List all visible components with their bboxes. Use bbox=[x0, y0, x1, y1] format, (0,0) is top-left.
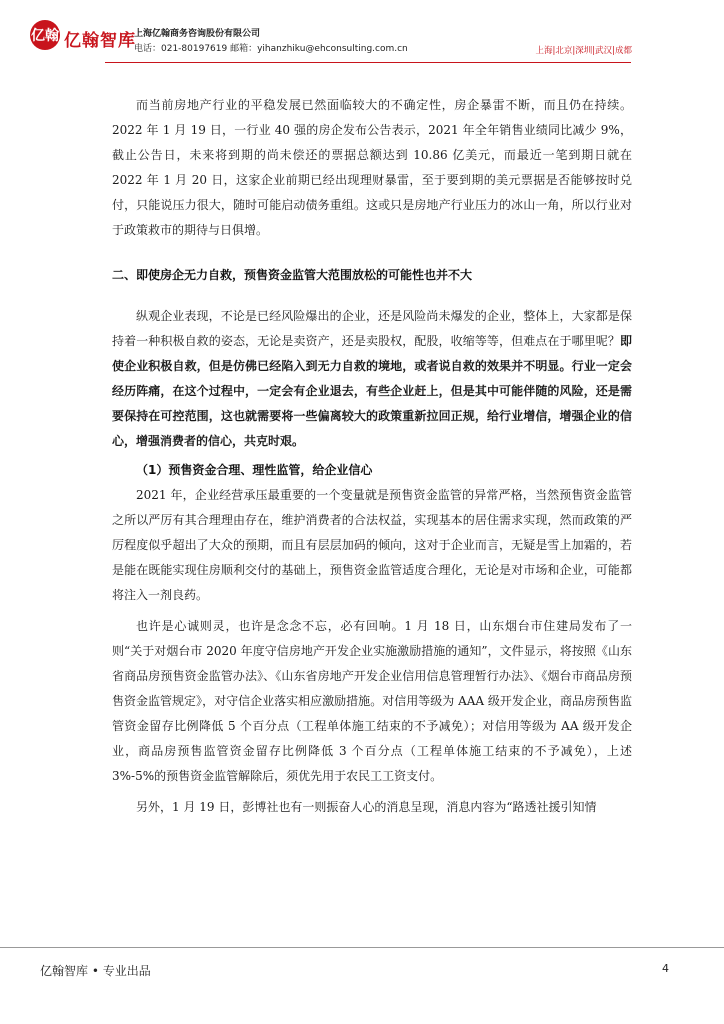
header-divider bbox=[105, 62, 631, 63]
logo-icon: 亿翰 bbox=[30, 20, 60, 50]
section-heading-2: 二、即使房企无力自救，预售资金监管大范围放松的可能性也并不大 bbox=[112, 268, 473, 282]
contact-info: 电话：021-80197619 邮箱：yihanzhiku@ehconsulting.com.cn bbox=[134, 44, 408, 54]
paragraph-2 bbox=[112, 304, 632, 454]
paragraph-1: 而当前房地产行业的平稳发展已然面临较大的不确定性，房企暴雷不断，而且仍在持续。2022 年 1 月 19 日，一行业 40 强的房企发布公告表示，2021 年全年销售业绩同比减少 9%，截止公告日，未来将到期的尚未偿还的票据总额达到 10.86 亿美元，而最近一笔到期日就在 2022 年 1 月 20 日，这家企业前期已经出现理财暴雷，至于要到期的美元票据是否能够按时兑付，只能说压力很大，随时可能启动债务重组。这或只是房地产行业压力的冰山一角，所以行业对于政策救市的期待与日俱增。 bbox=[112, 98, 632, 237]
page-number: 4 bbox=[662, 962, 669, 975]
paragraph-2-bold: 即使企业积极自救，但是仿佛已经陷入到无力自救的境地，或者说自救的效果并不明显。行业一定会经历阵痛，在这个过程中，一定会有企业退去，有些企业赶上，但是其中可能伴随的风险，还是需要保持在可控范围，这也就需要将一些偏离较大的政策重新拉回正规，给行业增信，增强企业的信心，增强消费者的信心，共克时艰。 bbox=[112, 334, 632, 448]
company-name: 上海亿翰商务咨询股份有限公司 bbox=[134, 29, 261, 39]
footer-brand: 亿翰智库 • 专业出品 bbox=[40, 964, 151, 978]
logo-text: 亿翰智库 bbox=[64, 31, 136, 51]
footer-divider bbox=[0, 947, 724, 948]
subheading-1: （1）预售资金合理、理性监管，给企业信心 bbox=[136, 463, 373, 477]
paragraph-3: 2021 年，企业经营承压最重要的一个变量就是预售资金监管的异常严格，当然预售资金监管之所以严厉有其合理理由存在，维护消费者的合法权益，实现基本的居住需求实现，然而政策的严厉程度似乎超出了大众的预期，而且有层层加码的倾向，这对于企业而言，无疑是雪上加霜的，若是能在既能实现住房顺利交付的基础上，预售资金监管适度合理化，无论是对市场和企业，可能都将注入一剂良药。 bbox=[112, 488, 632, 602]
paragraph-4: 也许是心诚则灵，也许是念念不忘，必有回响。1 月 18 日，山东烟台市住建局发布了一则“关于对烟台市 2020 年度守信房地产开发企业实施激励措施的通知”，文件显示，将按照《山东省商品房预售资金监管办法》、《山东省房地产开发企业信用信息管理暂行办法》、《烟台市商品房预售资金监管规定》，对守信企业落实相应激励措施。对信用等级为 AAA 级开发企业，商品房预售监管资金留存比例降低 5 个百分点（工程单体施工结束的不予减免）；对信用等级为 AA 级开发企业，商品房预售监管资金留存比例降低 3 个百分点（工程单体施工结束的不予减免），上述 3%-5%的预售资金监管解除后，须优先用于农民工工资支付。 bbox=[112, 619, 632, 783]
paragraph-5: 另外，1 月 19 日，彭博社也有一则振奋人心的消息呈现，消息内容为“路透社援引知情 bbox=[136, 800, 597, 814]
page-header bbox=[0, 0, 724, 70]
document-body bbox=[112, 93, 632, 820]
office-cities: 上海|北京|深圳|武汉|成都 bbox=[535, 46, 632, 56]
paragraph-2-normal: 纵观企业表现，不论是已经风险爆出的企业，还是风险尚未爆发的企业，整体上，大家都是保持着一种积极自救的姿态，无论是卖资产，还是卖股权，配股，收缩等等，但难点在于哪里呢？ bbox=[112, 309, 632, 348]
